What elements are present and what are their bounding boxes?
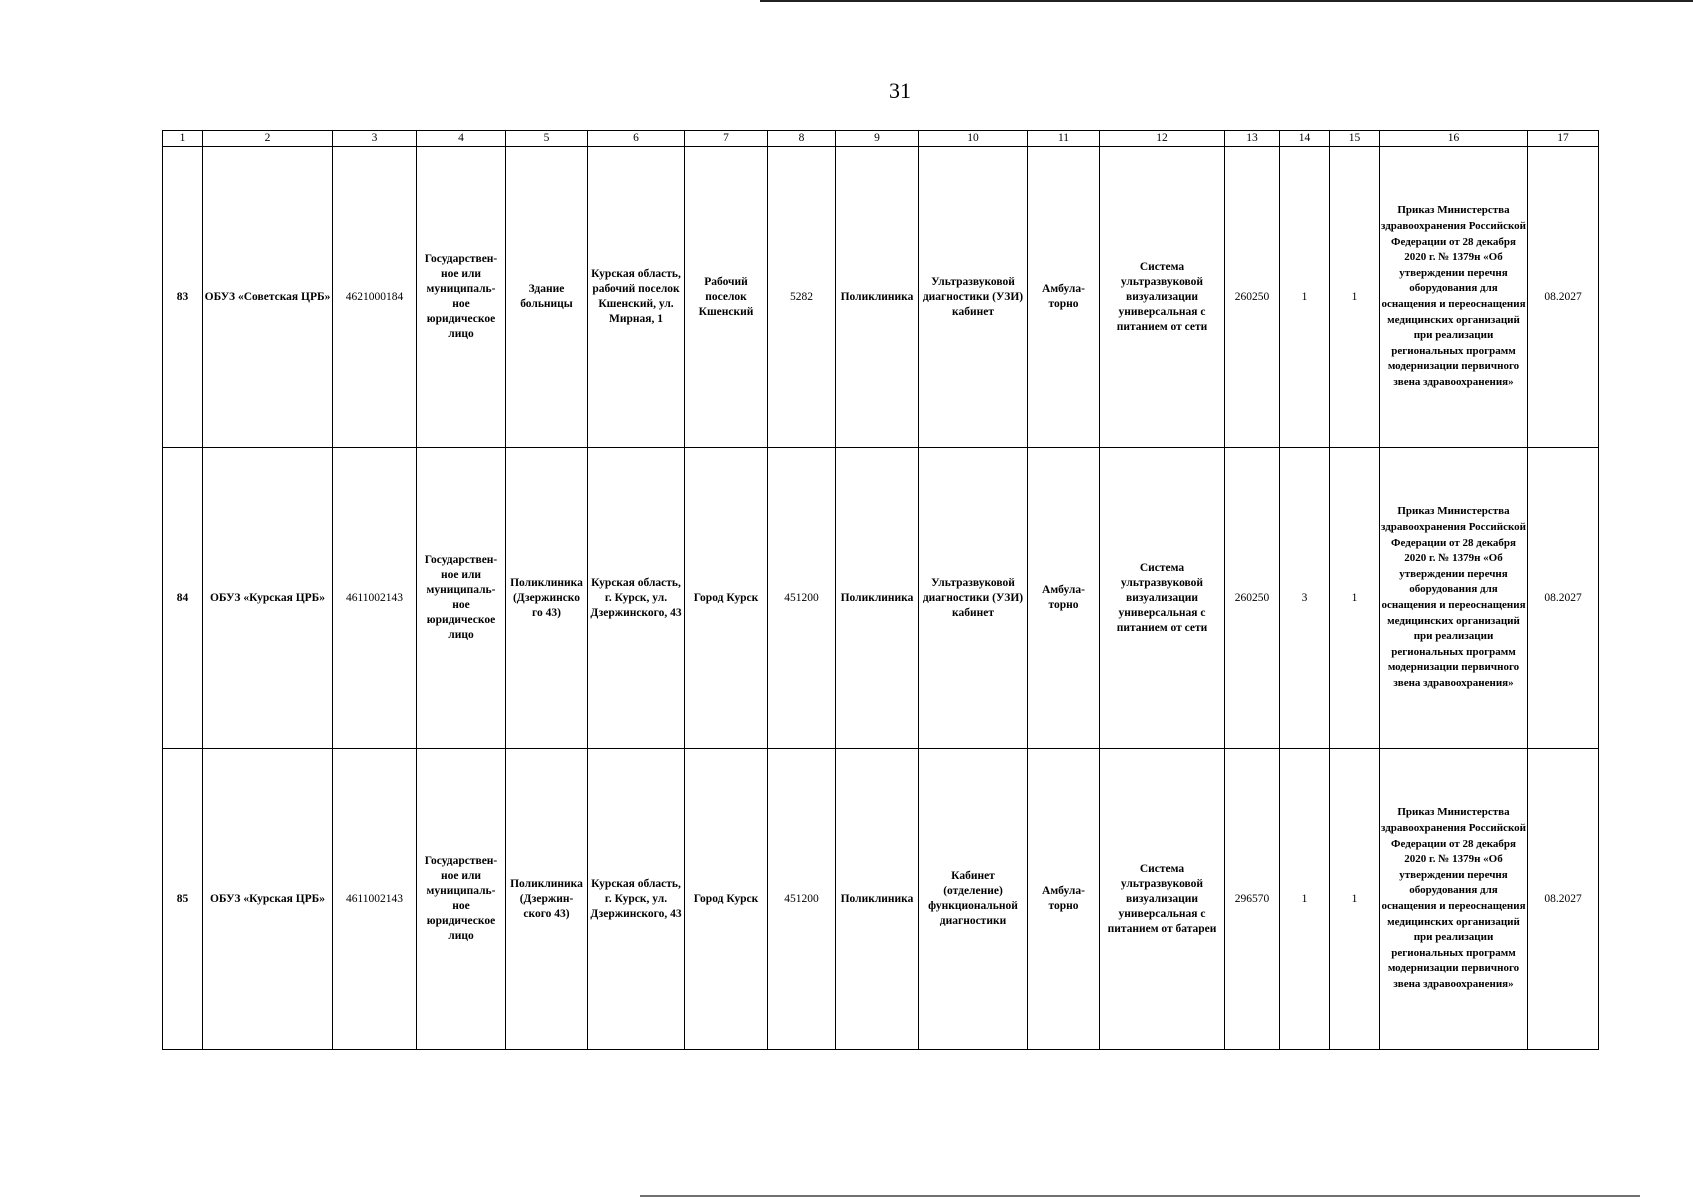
organization-name: ОБУЗ «Курская ЦРБ»	[203, 448, 333, 749]
quantity-required: 3	[1280, 448, 1330, 749]
column-header: 1	[163, 131, 203, 147]
inn-code: 4621000184	[333, 147, 417, 448]
equipment-name: Система ультразвуковой визуализации универсальная с питанием от батареи	[1100, 749, 1225, 1050]
column-header: 16	[1380, 131, 1528, 147]
row-number: 85	[163, 749, 203, 1050]
building-name: Здание больницы	[506, 147, 588, 448]
regulatory-document: Приказ Министерства здравоохранения Российской Федерации от 28 декабря 2020 г. № 1379н «Об утверждении перечня оборудования для оснащения и переоснащения медицинских организаций при реализации региональных программ модернизации первичного звена здравоохранения»	[1380, 147, 1528, 448]
equipment-code: 260250	[1225, 448, 1280, 749]
equipment-code: 260250	[1225, 147, 1280, 448]
scan-artifact-top-line	[760, 0, 1693, 2]
regulatory-document: Приказ Министерства здравоохранения Российской Федерации от 28 декабря 2020 г. № 1379н «Об утверждении перечня оборудования для оснащения и переоснащения медицинских организаций при реализации региональных программ модернизации первичного звена здравоохранения»	[1380, 749, 1528, 1050]
quantity-required: 1	[1280, 749, 1330, 1050]
table-row	[163, 147, 1599, 448]
regulatory-document: Приказ Министерства здравоохранения Российской Федерации от 28 декабря 2020 г. № 1379н «Об утверждении перечня оборудования для оснащения и переоснащения медицинских организаций при реализации региональных программ модернизации первичного звена здравоохранения»	[1380, 448, 1528, 749]
column-header: 7	[685, 131, 768, 147]
department: Кабинет (отделение) функциональной диагностики	[919, 749, 1028, 1050]
table-row	[163, 448, 1599, 749]
organization-name: ОБУЗ «Советская ЦРБ»	[203, 147, 333, 448]
inn-code: 4611002143	[333, 448, 417, 749]
equipment-code: 296570	[1225, 749, 1280, 1050]
building-name: Поликлиника (Дзержинско го 43)	[506, 448, 588, 749]
care-conditions: Амбула-торно	[1028, 147, 1100, 448]
column-header: 8	[768, 131, 836, 147]
legal-form: Государствен-ное или муниципаль-ное юридическое лицо	[417, 749, 506, 1050]
legal-form: Государствен-ное или муниципаль-ное юридическое лицо	[417, 448, 506, 749]
department: Ультразвуковой диагностики (УЗИ) кабинет	[919, 147, 1028, 448]
quantity-planned: 1	[1330, 749, 1380, 1050]
department: Ультразвуковой диагностики (УЗИ) кабинет	[919, 448, 1028, 749]
quantity-required: 1	[1280, 147, 1330, 448]
address: Курская область, г. Курск, ул. Дзержинского, 43	[588, 749, 685, 1050]
equipment-name: Система ультразвуковой визуализации универсальная с питанием от сети	[1100, 448, 1225, 749]
equipment-registry-table	[162, 130, 1599, 1050]
address: Курская область, рабочий поселок Кшенский, ул. Мирная, 1	[588, 147, 685, 448]
care-conditions: Амбула-торно	[1028, 749, 1100, 1050]
column-header: 5	[506, 131, 588, 147]
column-number-row	[163, 131, 1599, 147]
deadline: 08.2027	[1528, 749, 1599, 1050]
column-header: 6	[588, 131, 685, 147]
deadline: 08.2027	[1528, 147, 1599, 448]
column-header: 14	[1280, 131, 1330, 147]
inn-code: 4611002143	[333, 749, 417, 1050]
scan-artifact-bottom-line	[640, 1195, 1640, 1197]
quantity-planned: 1	[1330, 448, 1380, 749]
column-header: 3	[333, 131, 417, 147]
page-number: 31	[889, 78, 911, 103]
population: 5282	[768, 147, 836, 448]
row-number: 83	[163, 147, 203, 448]
unit-type: Поликлиника	[836, 448, 919, 749]
deadline: 08.2027	[1528, 448, 1599, 749]
organization-name: ОБУЗ «Курская ЦРБ»	[203, 749, 333, 1050]
population: 451200	[768, 448, 836, 749]
unit-type: Поликлиника	[836, 749, 919, 1050]
settlement: Город Курск	[685, 749, 768, 1050]
quantity-planned: 1	[1330, 147, 1380, 448]
column-header: 12	[1100, 131, 1225, 147]
address: Курская область, г. Курск, ул. Дзержинского, 43	[588, 448, 685, 749]
column-header: 15	[1330, 131, 1380, 147]
column-header: 17	[1528, 131, 1599, 147]
care-conditions: Амбула-торно	[1028, 448, 1100, 749]
column-header: 9	[836, 131, 919, 147]
unit-type: Поликлиника	[836, 147, 919, 448]
settlement: Рабочий поселок Кшенский	[685, 147, 768, 448]
population: 451200	[768, 749, 836, 1050]
column-header: 10	[919, 131, 1028, 147]
row-number: 84	[163, 448, 203, 749]
table-row	[163, 749, 1599, 1050]
settlement: Город Курск	[685, 448, 768, 749]
legal-form: Государствен-ное или муниципаль-ное юридическое лицо	[417, 147, 506, 448]
column-header: 2	[203, 131, 333, 147]
equipment-name: Система ультразвуковой визуализации универсальная с питанием от сети	[1100, 147, 1225, 448]
column-header: 13	[1225, 131, 1280, 147]
column-header: 4	[417, 131, 506, 147]
building-name: Поликлиника (Дзержин-ского 43)	[506, 749, 588, 1050]
column-header: 11	[1028, 131, 1100, 147]
